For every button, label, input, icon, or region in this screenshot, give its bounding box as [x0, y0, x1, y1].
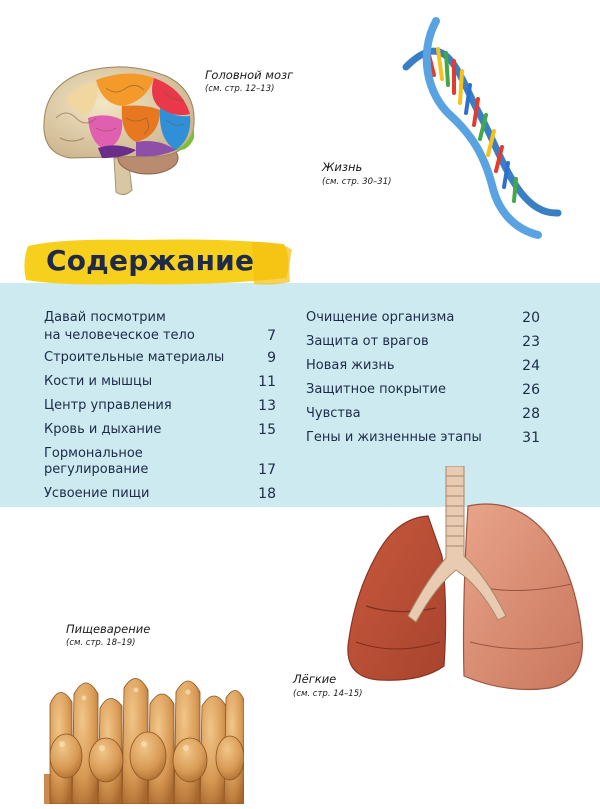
- toc-entry[interactable]: [306, 358, 540, 376]
- toc-entry-title: Усвоение пищи: [44, 486, 150, 501]
- toc-entry[interactable]: [44, 310, 276, 344]
- toc-entry-page: 11: [258, 374, 276, 390]
- toc-entry-title: Очищение организма: [306, 310, 455, 325]
- digestion-caption-ref: (см. стр. 18–19): [66, 638, 136, 648]
- dna-caption-ref: (см. стр. 30–31): [322, 177, 392, 187]
- toc-entry-title-line2: на человеческое тело: [44, 328, 195, 343]
- toc-entry[interactable]: [44, 374, 276, 392]
- toc-entry-page: 9: [267, 350, 276, 366]
- toc-entry[interactable]: [306, 382, 540, 400]
- toc-entry-page: 17: [258, 462, 276, 478]
- villi-illustration: [44, 664, 244, 804]
- toc-entry-title: Защита от врагов: [306, 334, 429, 349]
- toc-entry-page: 13: [258, 398, 276, 414]
- toc-entry-title: Кости и мышцы: [44, 374, 153, 389]
- toc-entry-page: 23: [522, 334, 540, 350]
- dna-caption-title: Жизнь: [322, 160, 363, 174]
- toc-entry-page: 26: [522, 382, 540, 398]
- toc-entry[interactable]: [306, 334, 540, 352]
- toc-entry-page: 28: [522, 406, 540, 422]
- toc-entry[interactable]: [44, 422, 276, 440]
- lungs-illustration: [336, 466, 588, 706]
- toc-entry-title: Защитное покрытие: [306, 382, 446, 397]
- dna-illustration: [388, 15, 568, 240]
- toc-entry[interactable]: [44, 350, 276, 368]
- toc-entry-title: Центр управления: [44, 398, 172, 413]
- toc-entry-title-line2: регулирование: [44, 462, 149, 477]
- toc-entry-page: 15: [258, 422, 276, 438]
- brain-illustration: [36, 58, 204, 203]
- toc-entry-page: 31: [522, 430, 540, 446]
- lungs-caption-ref: (см. стр. 14–15): [293, 689, 363, 699]
- digestion-caption-title: Пищеварение: [66, 622, 151, 636]
- toc-entry[interactable]: [44, 398, 276, 416]
- toc-entry[interactable]: [44, 486, 276, 504]
- toc-entry-page: 18: [258, 486, 276, 502]
- toc-entry[interactable]: [306, 310, 540, 328]
- toc-entry[interactable]: [306, 406, 540, 424]
- toc-entry-title: Гены и жизненные этапы: [306, 430, 482, 445]
- toc-entry-title: Строительные материалы: [44, 350, 225, 365]
- toc-entry-page: 20: [522, 310, 540, 326]
- brain-caption-title: Головной мозг: [205, 68, 294, 82]
- toc-entry-title-line1: Гормональное: [44, 446, 143, 461]
- toc-entry-page: 7: [267, 328, 276, 344]
- brain-caption-ref: (см. стр. 12–13): [205, 84, 275, 94]
- toc-entry-title: Чувства: [306, 406, 361, 421]
- toc-entry[interactable]: [306, 430, 540, 448]
- toc-entry[interactable]: [44, 446, 276, 480]
- page-title: Содержание: [46, 244, 255, 277]
- toc-entry-title: Новая жизнь: [306, 358, 395, 373]
- toc-entry-title-line1: Давай посмотрим: [44, 310, 166, 325]
- toc-entry-page: 24: [522, 358, 540, 374]
- toc-entry-title: Кровь и дыхание: [44, 422, 162, 437]
- lungs-caption-title: Лёгкие: [293, 672, 337, 686]
